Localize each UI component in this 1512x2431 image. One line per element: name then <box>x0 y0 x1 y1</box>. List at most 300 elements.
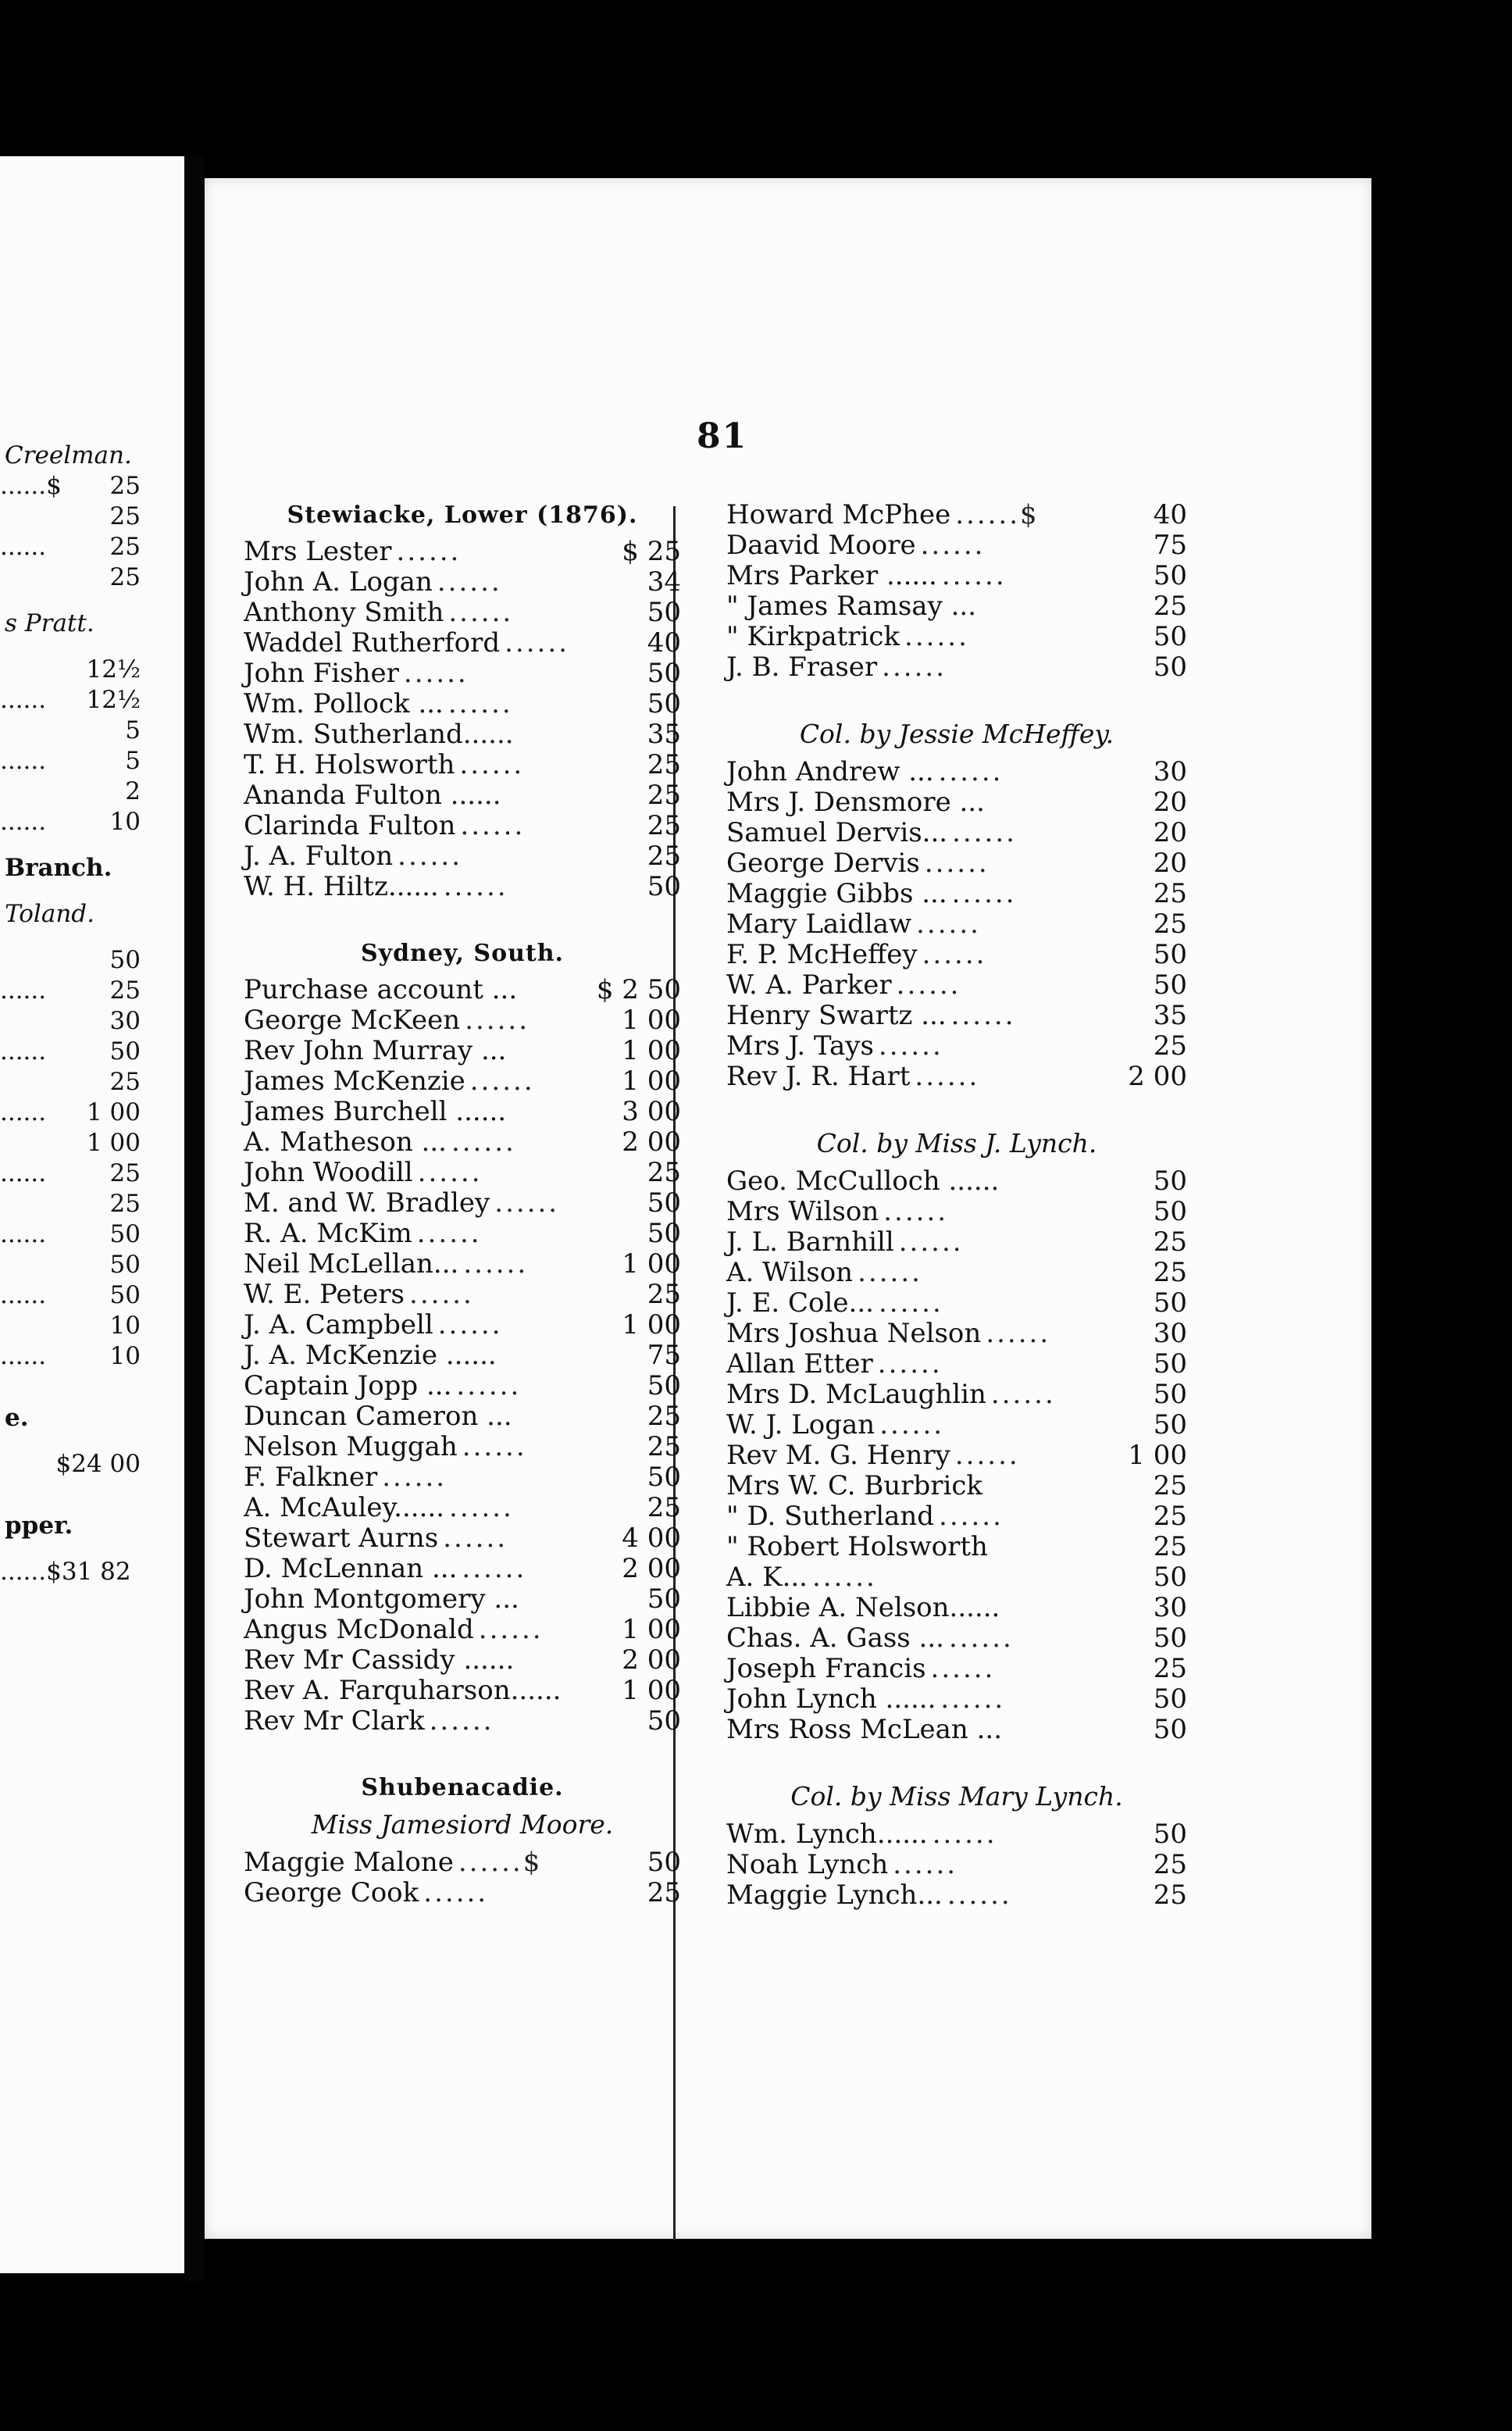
fragment-entry <box>0 1311 172 1341</box>
donor-entry <box>244 567 681 598</box>
fragment-entry <box>0 976 172 1006</box>
spacer <box>0 1372 172 1387</box>
fragment-leader <box>0 1006 110 1037</box>
donor-entry <box>726 1440 1187 1471</box>
fragment-leader: ......$31 82 <box>0 1558 131 1586</box>
fragment-leader: ...... <box>0 1342 47 1370</box>
fragment-entry <box>0 1158 172 1189</box>
donor-entry <box>726 1062 1187 1092</box>
donor-name: Waddel Rutherford <box>244 627 501 659</box>
fragment-entry <box>0 1098 172 1128</box>
fragment-entry <box>0 746 172 776</box>
leader-dots: ...... <box>462 1554 527 1584</box>
donor-name: Mrs Wilson <box>726 1196 879 1227</box>
leader-dots: ...... <box>990 1380 1056 1410</box>
donor-entry <box>244 689 681 719</box>
donor-entry <box>244 1554 681 1584</box>
donor-name: D. McLennan ... <box>244 1553 458 1584</box>
donation-amount: 25 <box>1153 1470 1187 1501</box>
donor-name: M. and W. Bradley <box>244 1187 490 1219</box>
collector-heading: Col. by Miss Mary Lynch. <box>790 1781 1123 1812</box>
fragment-leader <box>0 1067 110 1098</box>
fragment-amount: 1 00 <box>86 1129 141 1157</box>
donor-entry <box>726 1001 1187 1031</box>
donor-entry <box>244 1584 681 1615</box>
leader-dots: ...... <box>437 1310 503 1340</box>
fragment-amount: 25 <box>109 1068 141 1096</box>
donor-entry <box>726 909 1187 940</box>
fragment-leader <box>0 1128 87 1158</box>
leader-dots: ...... <box>986 1319 1051 1349</box>
section-heading: Sydney, South. <box>360 940 565 967</box>
donor-entry <box>726 848 1187 879</box>
fragment-amount: 25 <box>109 472 141 500</box>
donation-amount: 50 <box>647 1847 681 1878</box>
fragment-amount: 5 <box>125 747 141 775</box>
donor-entry <box>244 1432 681 1462</box>
donation-amount: 1 00 <box>622 1248 681 1280</box>
leader-dots: ...... <box>812 1562 877 1593</box>
leader-dots: ...... <box>877 1349 943 1380</box>
donor-name: J. E. Cole... <box>726 1287 874 1319</box>
leader-dots: ...... <box>920 530 986 561</box>
donor-entry <box>244 1219 681 1249</box>
donor-entry <box>244 1036 681 1066</box>
fragment-amount: 10 <box>109 1312 141 1340</box>
donor-entry <box>244 1005 681 1036</box>
donor-name: Ananda Fulton ...... <box>244 780 501 811</box>
leader-dots: ...... <box>952 818 1017 848</box>
donor-name: Mrs J. Tays <box>726 1030 874 1062</box>
donor-entry <box>244 1249 681 1280</box>
donation-amount: 50 <box>1153 560 1187 591</box>
spacer <box>726 1745 1187 1781</box>
leader-dots: ...... <box>893 1850 958 1880</box>
donor-entry <box>244 1066 681 1097</box>
donation-amount: 34 <box>647 566 681 598</box>
donor-entry <box>244 780 681 811</box>
donor-name: Rev A. Farquharson...... <box>244 1675 562 1706</box>
donation-amount: 50 <box>647 1462 681 1493</box>
leader-dots: ...... <box>403 659 469 689</box>
donor-name: J. A. Campbell <box>244 1309 433 1340</box>
fragment-heading: pper. <box>5 1512 73 1540</box>
donor-name: F. Falkner <box>244 1462 378 1493</box>
fragment-amount: 5 <box>125 716 141 744</box>
donor-name: F. P. McHeffey <box>726 939 918 970</box>
donor-entry <box>244 1401 681 1432</box>
fragment-leader: ...... <box>0 1281 47 1309</box>
donor-entry <box>726 1319 1187 1349</box>
donor-name: A. Wilson <box>726 1257 854 1288</box>
donation-amount: 50 <box>647 597 681 628</box>
donation-amount: 3 00 <box>622 1096 681 1127</box>
donor-name: Wm. Lynch...... <box>726 1819 928 1850</box>
donor-entry <box>244 1645 681 1676</box>
leader-dots: ...... <box>448 598 514 628</box>
donation-amount: 30 <box>1153 756 1187 787</box>
donor-entry <box>244 1706 681 1737</box>
fragment-leader: ...... <box>0 533 47 561</box>
fragment-entry <box>0 807 172 837</box>
fragment-amount: 25 <box>109 563 141 591</box>
donor-name: W. H. Hiltz...... <box>244 871 439 902</box>
donor-entry <box>726 1410 1187 1440</box>
fragment-entry <box>0 502 172 532</box>
leader-dots: ...... <box>443 872 508 902</box>
donor-entry <box>244 1188 681 1219</box>
leader-dots: ...... <box>930 1654 996 1684</box>
donation-amount: 1 00 <box>622 1005 681 1036</box>
donation-amount: 25 <box>1153 1653 1187 1684</box>
donor-entry <box>726 1532 1187 1562</box>
donor-entry <box>726 940 1187 970</box>
donation-amount: 40 <box>647 627 681 659</box>
donor-name: Stewart Aurns <box>244 1522 439 1554</box>
fragment-leader: ...... <box>0 976 47 1005</box>
left-column <box>244 500 681 1908</box>
donor-name: Mrs Lester <box>244 536 392 567</box>
donor-name: Neil McLellan... <box>244 1248 459 1280</box>
fragment-leader <box>0 945 110 976</box>
fragment-entry <box>0 1280 172 1311</box>
donor-name: Mrs Joshua Nelson <box>726 1318 982 1349</box>
donor-name: George Dervis <box>726 848 920 879</box>
leader-dots: ...... <box>396 537 462 567</box>
donation-amount: 1 00 <box>622 1066 681 1097</box>
donor-name: Maggie Malone <box>244 1847 454 1878</box>
donor-name: Rev Mr Clark <box>244 1705 425 1737</box>
donor-entry <box>244 1615 681 1645</box>
donation-amount: 1 00 <box>1128 1440 1187 1471</box>
donation-amount: 25 <box>1153 878 1187 909</box>
donor-entry <box>726 1166 1187 1197</box>
donor-name: Libbie A. Nelson...... <box>726 1592 1000 1623</box>
donor-name: Daavid Moore <box>726 530 916 561</box>
donor-name: W. J. Logan <box>726 1409 875 1440</box>
donation-amount: 35 <box>1153 1000 1187 1031</box>
donor-entry <box>726 1380 1187 1410</box>
donor-name: Rev Mr Cassidy ...... <box>244 1644 515 1676</box>
leader-dots: ...... <box>462 1432 527 1462</box>
leader-dots: ...... <box>915 1062 980 1092</box>
leader-dots: ...... <box>443 1523 508 1554</box>
collector-heading: Col. by Jessie McHeffey. <box>799 719 1114 749</box>
donor-name: " James Ramsay ... <box>726 591 977 622</box>
donor-name: J. A. McKenzie ...... <box>244 1340 497 1371</box>
donor-entry <box>726 591 1187 622</box>
donor-name: Mrs D. McLaughlin <box>726 1379 986 1410</box>
spacer <box>0 1433 172 1449</box>
donation-amount: 4 00 <box>622 1522 681 1554</box>
donation-amount: 25 <box>647 1431 681 1462</box>
donation-amount: 2 00 <box>622 1644 681 1676</box>
spacer <box>0 1495 172 1511</box>
donor-entry <box>726 1349 1187 1380</box>
donor-entry <box>244 598 681 628</box>
leader-dots: ...... <box>950 1001 1016 1031</box>
donation-amount: 50 <box>647 658 681 689</box>
fragment-leader: ...... <box>0 686 47 714</box>
fragment-amount: 2 <box>125 777 141 805</box>
fragment-leader <box>0 716 125 746</box>
book-gutter <box>184 156 205 2281</box>
leader-dots: ...... <box>449 1493 514 1523</box>
donation-amount: 50 <box>1153 1622 1187 1654</box>
donor-name: J. L. Barnhill <box>726 1226 894 1258</box>
leader-dots: ...... <box>465 1005 530 1036</box>
donor-entry <box>726 1850 1187 1880</box>
fragment-heading: Creelman. <box>5 441 132 469</box>
donor-name: John Montgomery ... <box>244 1583 519 1615</box>
fragment-leader <box>0 502 110 532</box>
leader-dots: ...... <box>398 841 463 872</box>
fragment-leader <box>0 562 110 593</box>
donor-entry <box>244 628 681 659</box>
donation-amount: 50 <box>1153 1409 1187 1440</box>
leader-dots: ...... <box>469 1066 535 1097</box>
fragment-entry <box>0 471 172 502</box>
leader-dots: ...... <box>879 1410 945 1440</box>
donation-amount: 50 <box>647 1187 681 1219</box>
donor-entry <box>726 757 1187 787</box>
donor-name: Purchase account ... <box>244 974 518 1005</box>
donor-entry <box>244 719 681 750</box>
donor-name: A. K... <box>726 1562 808 1593</box>
section-heading: Shubenacadie. <box>361 1774 564 1801</box>
fragment-amount: 10 <box>109 1342 141 1370</box>
fragment-amount: 25 <box>109 976 141 1005</box>
donation-amount: 20 <box>1153 848 1187 879</box>
donor-entry <box>726 530 1187 561</box>
leader-dots: ...... <box>451 1127 516 1158</box>
donor-entry <box>726 1593 1187 1623</box>
donor-name: " Robert Holsworth <box>726 1531 988 1562</box>
donor-name: Geo. McCulloch ...... <box>726 1166 1000 1197</box>
fragment-entry <box>0 1449 172 1480</box>
donation-amount: 25 <box>1153 1879 1187 1911</box>
donation-amount: 50 <box>1153 1562 1187 1593</box>
donation-amount: 2 00 <box>1128 1061 1187 1092</box>
fragment-entry <box>0 1128 172 1158</box>
donor-entry <box>244 659 681 689</box>
donation-amount: 2 00 <box>622 1553 681 1584</box>
donor-entry <box>726 1654 1187 1684</box>
spacer <box>0 1480 172 1495</box>
leader-dots: ...... <box>951 879 1017 909</box>
donor-entry <box>244 1523 681 1554</box>
fragment-amount: 25 <box>109 1159 141 1187</box>
donation-amount: 2 00 <box>622 1126 681 1158</box>
donor-name: James McKenzie <box>244 1066 465 1097</box>
donation-amount: 50 <box>647 1370 681 1401</box>
leader-dots: ...... <box>478 1615 544 1645</box>
donor-name: Mary Laidlaw <box>726 909 912 940</box>
donation-amount: 1 00 <box>622 1309 681 1340</box>
spacer <box>0 593 172 609</box>
donor-entry <box>244 1280 681 1310</box>
donation-amount: 50 <box>1153 621 1187 652</box>
fragment-entry <box>0 945 172 976</box>
donation-amount: 30 <box>1153 1318 1187 1349</box>
donor-name: Mrs J. Densmore ... <box>726 787 985 818</box>
fragment-entry <box>0 1189 172 1219</box>
donation-amount: 50 <box>1153 1379 1187 1410</box>
leader-dots: ...... <box>954 1440 1020 1471</box>
collector-heading: Col. by Miss J. Lynch. <box>816 1128 1097 1158</box>
fragment-amount: 50 <box>109 946 141 974</box>
donation-amount: 35 <box>647 719 681 750</box>
donor-entry <box>726 1031 1187 1062</box>
donor-entry <box>244 750 681 780</box>
fragment-entry <box>0 716 172 746</box>
donor-name: John A. Logan <box>244 566 433 598</box>
donor-name: " D. Sutherland <box>726 1501 935 1532</box>
donation-amount: 30 <box>1153 1592 1187 1623</box>
donation-amount: 50 <box>647 871 681 902</box>
donor-name: James Burchell ...... <box>244 1096 507 1127</box>
leader-dots: ......$ <box>955 500 1040 530</box>
leader-dots: ...... <box>922 940 987 970</box>
fragment-entry <box>0 1341 172 1372</box>
donor-entry <box>726 818 1187 848</box>
donor-entry <box>244 1878 681 1908</box>
donation-amount: 25 <box>647 1877 681 1908</box>
fragment-leader: ...... <box>0 1037 47 1066</box>
donation-amount: 40 <box>1153 499 1187 530</box>
leader-dots: ...... <box>858 1258 922 1288</box>
donor-entry <box>726 1684 1187 1715</box>
spacer <box>0 1541 172 1557</box>
fragment-leader <box>0 1189 110 1219</box>
donation-amount: 25 <box>647 780 681 811</box>
donor-name: Captain Jopp ... <box>244 1370 452 1401</box>
leader-dots: ...... <box>382 1462 448 1493</box>
donor-entry <box>244 537 681 567</box>
leader-dots: ...... <box>448 689 513 719</box>
leader-dots: ...... <box>459 750 525 780</box>
donation-amount: 25 <box>647 1492 681 1523</box>
donor-name: John Andrew ... <box>726 756 934 787</box>
leader-dots: ...... <box>898 1227 964 1258</box>
donor-name: Maggie Lynch... <box>726 1879 943 1911</box>
leader-dots: ...... <box>460 811 526 841</box>
leader-dots: ...... <box>941 561 1007 591</box>
donation-amount: 50 <box>1153 969 1187 1001</box>
donation-amount: 50 <box>1153 1196 1187 1227</box>
donation-amount: 50 <box>1153 1287 1187 1319</box>
donor-entry <box>244 1493 681 1523</box>
fragment-amount: 1 00 <box>86 1098 141 1126</box>
donation-amount: 1 00 <box>622 1614 681 1645</box>
spacer <box>244 902 681 938</box>
donation-amount: 25 <box>647 1401 681 1432</box>
spacer <box>0 930 172 945</box>
spacer <box>0 837 172 853</box>
donor-entry <box>244 1462 681 1493</box>
donor-name: A. McAuley...... <box>244 1492 445 1523</box>
donation-amount: 20 <box>1153 817 1187 848</box>
spacer <box>0 1387 172 1403</box>
donation-amount: 50 <box>1153 1166 1187 1197</box>
fragment-entry <box>0 532 172 562</box>
fragment-amount: 50 <box>109 1220 141 1248</box>
donor-name: Noah Lynch <box>726 1849 889 1880</box>
donor-name: R. A. McKim <box>244 1218 412 1249</box>
donor-entry <box>726 561 1187 591</box>
leader-dots: ...... <box>924 848 990 879</box>
spacer <box>0 884 172 899</box>
donor-name: Rev John Murray ... <box>244 1035 507 1066</box>
fragment-entry <box>0 1250 172 1280</box>
fragment-leader: ......$ <box>0 472 62 500</box>
donor-entry <box>244 1097 681 1127</box>
leader-dots: ...... <box>947 1880 1012 1911</box>
fragment-amount: 50 <box>109 1251 141 1279</box>
donor-entry <box>244 1127 681 1158</box>
donor-name: John Woodill <box>244 1157 413 1188</box>
donor-entry <box>726 500 1187 530</box>
donor-entry <box>244 1676 681 1706</box>
fragment-leader: ...... <box>0 1098 47 1126</box>
leader-dots: ...... <box>429 1706 494 1737</box>
donor-name: J. A. Fulton <box>244 841 394 872</box>
leader-dots: ...... <box>938 757 1004 787</box>
donation-amount: 20 <box>1153 787 1187 818</box>
fragment-leader <box>0 1250 110 1280</box>
fragment-entry <box>0 1037 172 1067</box>
donation-amount: 50 <box>1153 939 1187 970</box>
fragment-entry <box>0 1067 172 1098</box>
donor-name: Maggie Gibbs ... <box>726 878 947 909</box>
leader-dots: ...... <box>904 622 969 652</box>
fragment-heading: e. <box>5 1404 29 1432</box>
donor-entry <box>726 1880 1187 1911</box>
fragment-amount: 25 <box>109 502 141 530</box>
donor-name: George McKeen <box>244 1005 461 1036</box>
fragment-leader: ...... <box>0 747 47 775</box>
leader-dots: ...... <box>948 1623 1014 1654</box>
donation-amount: 25 <box>1153 1257 1187 1288</box>
fragment-leader <box>0 776 125 807</box>
donor-name: Angus McDonald <box>244 1614 474 1645</box>
fragment-leader: ...... <box>0 808 47 836</box>
leader-dots: ...... <box>416 1219 482 1249</box>
fragment-amount: 12½ <box>86 686 141 714</box>
donor-name: Anthony Smith <box>244 597 444 628</box>
donation-amount: 25 <box>647 1157 681 1188</box>
fragment-leader <box>0 655 87 685</box>
donor-name: Clarinda Fulton <box>244 810 456 841</box>
donation-amount: 25 <box>1153 1531 1187 1562</box>
fragment-leader: ...... <box>0 1159 47 1187</box>
donor-entry <box>244 975 681 1005</box>
donation-amount: 25 <box>1153 1226 1187 1258</box>
right-column <box>726 500 1187 1911</box>
donation-amount: 75 <box>647 1340 681 1371</box>
leader-dots: ...... <box>456 1371 522 1401</box>
donor-name: Mrs Ross McLean ... <box>726 1714 1003 1745</box>
fragment-amount: 25 <box>109 533 141 561</box>
donor-name: Duncan Cameron ... <box>244 1401 512 1432</box>
collector-heading: Miss Jamesiord Moore. <box>311 1809 614 1840</box>
fragment-amount: 30 <box>109 1007 141 1035</box>
donation-amount: 75 <box>1153 530 1187 561</box>
donor-entry <box>726 1501 1187 1532</box>
left-page-fragment <box>0 156 184 2273</box>
leader-dots: ...... <box>940 1684 1006 1715</box>
fragment-leader <box>0 1311 110 1341</box>
